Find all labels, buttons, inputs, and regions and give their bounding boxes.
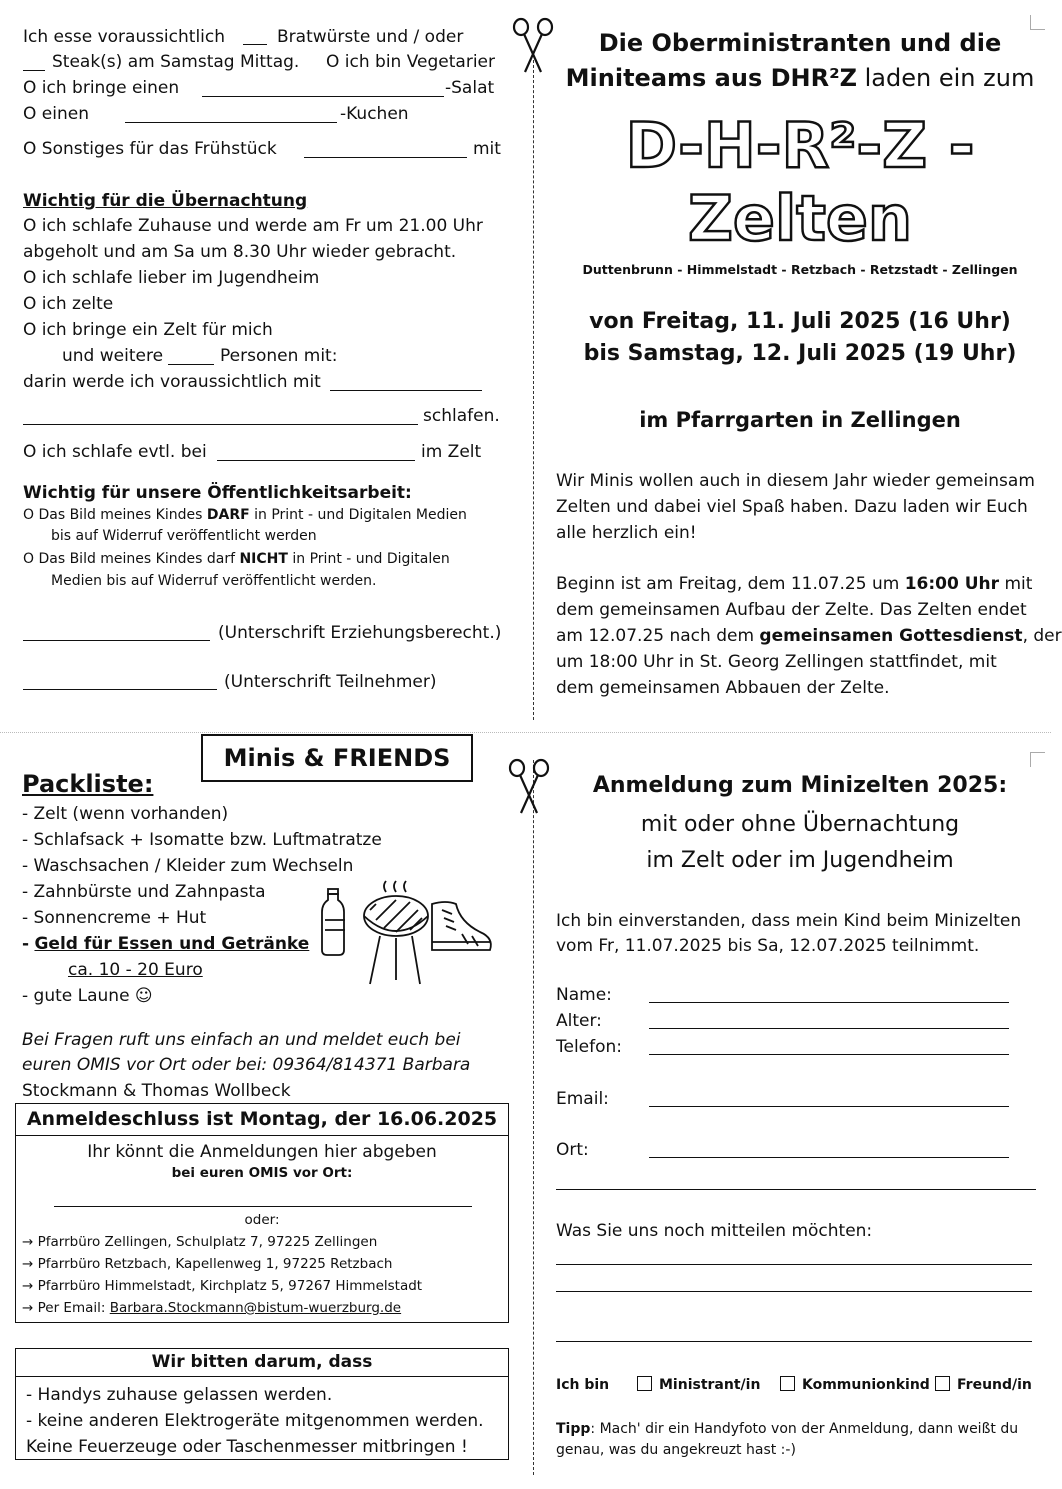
breakfast-suffix: mit	[473, 139, 501, 159]
breakfast-option[interactable]: O Sonstiges für das Frühstück	[23, 139, 277, 159]
notes-field[interactable]	[556, 1291, 1032, 1292]
role-ministrant[interactable]: Ministrant/in	[637, 1374, 760, 1396]
schedule-text: dem gemeinsamen Abbauen der Zelte.	[556, 678, 890, 698]
breakfast-field[interactable]	[304, 157, 467, 158]
packlist-item: - gute Laune ☺	[22, 986, 153, 1006]
signature-participant-label: (Unterschrift Teilnehmer)	[224, 672, 437, 692]
role-freund[interactable]: Freund/in	[935, 1374, 1032, 1396]
salad-suffix: -Salat	[445, 78, 495, 98]
packlist-item: - Schlafsack + Isomatte bzw. Luftmatratze	[22, 830, 382, 850]
phone-label: Telefon:	[556, 1037, 623, 1057]
cake-option[interactable]: O einen	[23, 104, 89, 124]
cut-line-vertical-bottom	[533, 760, 534, 1475]
role-kommunionkind[interactable]: Kommunionkind	[780, 1374, 930, 1396]
packlist-item-money: - Geld für Essen und Getränke	[22, 934, 310, 954]
tent-persons-text: Personen mit:	[220, 346, 338, 366]
name-label: Name:	[556, 985, 612, 1005]
sleep-home-text: abgeholt und am Sa um 8.30 Uhr wieder gebracht.	[23, 242, 457, 262]
salad-option[interactable]: O ich bringe einen	[23, 78, 180, 98]
cake-suffix: -Kuchen	[340, 104, 409, 124]
contact-text: Bei Fragen ruft uns einfach an und meldet euch bei	[22, 1030, 461, 1050]
schedule-text: dem gemeinsamen Aufbau der Zelte. Das Zelten endet	[556, 600, 1027, 620]
extra-field[interactable]	[556, 1189, 1036, 1190]
photo-denied-text: Medien bis auf Widerruf veröffentlicht werden.	[51, 573, 377, 589]
minis-friends-badge: Minis & FRIENDS	[201, 734, 473, 782]
rule-item: - keine anderen Elektrogeräte mitgenommen werden.	[26, 1411, 484, 1431]
tent-mates-field-2[interactable]	[23, 424, 418, 425]
sleep-with-option[interactable]: O ich schlafe evtl. bei	[23, 442, 207, 462]
name-field[interactable]	[649, 1002, 1009, 1003]
oder-text: oder:	[244, 1212, 280, 1228]
shoe-icon	[432, 902, 491, 950]
event-title: D-H-R²-Z -	[625, 109, 975, 182]
consent-text: vom Fr, 11.07.2025 bis Sa, 12.07.2025 teilnimmt.	[556, 936, 980, 956]
dropoff-box	[15, 1103, 509, 1323]
bratwurst-count-field[interactable]	[243, 44, 267, 45]
event-title-2: Zelten	[687, 182, 913, 255]
age-label: Alter:	[556, 1011, 602, 1031]
schedule-text: am 12.07.25 nach dem gemeinsamen Gottesdienst, der	[556, 626, 1062, 646]
meal-text: Bratwürste und / oder	[277, 27, 464, 47]
phone-field[interactable]	[649, 1054, 1009, 1055]
tent-mates-text: darin werde ich voraussichtlich mit	[23, 372, 321, 392]
rule-item: - Handys zuhause gelassen werden.	[26, 1385, 333, 1405]
contact-text: euren OMIS vor Ort oder bei: 09364/814371 Barbara	[22, 1055, 471, 1075]
invitation-line-2: Miniteams aus DHR²Z laden ein zum	[565, 64, 1035, 92]
money-amount: ca. 10 - 20 Euro	[68, 960, 203, 980]
tent-mates-field[interactable]	[330, 390, 482, 391]
dropoff-text: bei euren OMIS vor Ort:	[171, 1165, 353, 1181]
packlist-item: - Sonnencreme + Hut	[22, 908, 207, 928]
sleep-jugendheim-option[interactable]: O ich schlafe lieber im Jugendheim	[23, 268, 320, 288]
address-item: → Pfarrbüro Zellingen, Schulplatz 7, 97225 Zellingen	[22, 1234, 378, 1250]
notes-label: Was Sie uns noch mitteilen möchten:	[556, 1221, 873, 1241]
tent-persons-field[interactable]	[168, 364, 214, 365]
photo-denied-option[interactable]: O Das Bild meines Kindes darf NICHT in Print - und Digitalen	[23, 551, 450, 567]
signature-guardian-label: (Unterschrift Erziehungsberecht.)	[218, 623, 502, 643]
vegetarian-option[interactable]: O ich bin Vegetarier	[326, 52, 495, 72]
towns-list: Duttenbrunn - Himmelstadt - Retzbach - Retzstadt - Zellingen	[582, 262, 1018, 277]
bring-tent-option[interactable]: O ich bringe ein Zelt für mich	[23, 320, 273, 340]
signature-participant-field[interactable]	[23, 689, 217, 690]
rules-box	[15, 1348, 509, 1460]
registration-subtitle: im Zelt oder im Jugendheim	[646, 848, 954, 873]
cake-field[interactable]	[125, 122, 337, 123]
rules-heading: Wir bitten darum, dass	[16, 1349, 508, 1377]
cut-line-vertical-top	[533, 60, 534, 720]
checkbox[interactable]	[935, 1376, 950, 1391]
intro-text: Zelten und dabei viel Spaß haben. Dazu laden wir Euch	[556, 497, 1028, 517]
sleep-with-field[interactable]	[217, 460, 415, 461]
scissors-icon	[507, 758, 551, 816]
rule-item: Keine Feuerzeuge oder Taschenmesser mitbringen !	[26, 1437, 468, 1457]
schedule-text: um 18:00 Uhr in St. Georg Zellingen stattfindet, mit	[556, 652, 997, 672]
age-field[interactable]	[649, 1028, 1009, 1029]
email-label: Email:	[556, 1089, 609, 1109]
photo-allowed-text: bis auf Widerruf veröffentlicht werden	[51, 528, 317, 544]
town-label: Ort:	[556, 1140, 589, 1160]
notes-field[interactable]	[556, 1341, 1032, 1342]
registration-title: Anmeldung zum Minizelten 2025:	[592, 773, 1008, 798]
intro-text: alle herzlich ein!	[556, 523, 697, 543]
packlist-item: - Zahnbürste und Zahnpasta	[22, 882, 266, 902]
grill-illustration	[318, 880, 496, 990]
meal-text: Ich esse voraussichtlich	[23, 27, 226, 47]
contact-text: Stockmann & Thomas Wollbeck	[22, 1081, 291, 1101]
sleep-with-suffix: im Zelt	[421, 442, 482, 462]
invitation-line-1: Die Oberministranten und die	[598, 29, 1002, 57]
packlist-item: - Waschsachen / Kleider zum Wechseln	[22, 856, 354, 876]
tip-text: Tipp: Mach' dir ein Handyfoto von der Anmeldung, dann weißt du	[556, 1421, 1019, 1437]
address-item: → Pfarrbüro Retzbach, Kapellenweg 1, 97225 Retzbach	[22, 1256, 393, 1272]
omis-field[interactable]	[54, 1206, 472, 1207]
checkbox[interactable]	[637, 1376, 652, 1391]
signature-guardian-field[interactable]	[23, 640, 210, 641]
email-link[interactable]: Barbara.Stockmann@bistum-wuerzburg.de	[109, 1300, 402, 1316]
event-location: im Pfarrgarten in Zellingen	[639, 408, 961, 432]
tent-persons-text: und weitere	[62, 346, 164, 366]
role-label: Ich bin	[556, 1377, 610, 1393]
tent-mates-suffix: schlafen.	[423, 406, 500, 426]
scissors-icon	[511, 17, 555, 75]
dropoff-text: Ihr könnt die Anmeldungen hier abgeben	[87, 1142, 437, 1162]
crop-mark	[1030, 752, 1045, 767]
overnight-heading: Wichtig für die Übernachtung	[23, 191, 308, 211]
tip-text: genau, was du angekreuzt hast :-)	[556, 1442, 796, 1458]
date-from: von Freitag, 11. Juli 2025 (16 Uhr)	[589, 309, 1011, 334]
email-field[interactable]	[649, 1106, 1009, 1107]
intro-text: Wir Minis wollen auch in diesem Jahr wieder gemeinsam	[556, 471, 1035, 491]
consent-text: Ich bin einverstanden, dass mein Kind beim Minizelten	[556, 911, 1022, 931]
meal-text: Steak(s) am Samstag Mittag.	[52, 52, 300, 72]
town-field[interactable]	[649, 1157, 1009, 1158]
cut-line-horizontal	[0, 732, 1051, 733]
publicity-heading: Wichtig für unsere Öffentlichkeitsarbeit:	[23, 483, 412, 503]
steak-count-field[interactable]	[23, 70, 45, 71]
date-to: bis Samstag, 12. Juli 2025 (19 Uhr)	[583, 341, 1017, 366]
address-item: → Pfarrbüro Himmelstadt, Kirchplatz 5, 97267 Himmelstadt	[22, 1278, 423, 1294]
deadline-text: Anmeldeschluss ist Montag, der 16.06.2025	[16, 1104, 508, 1136]
registration-subtitle: mit oder ohne Übernachtung	[640, 812, 960, 837]
packlist-heading: Packliste:	[22, 770, 154, 798]
sleep-home-option[interactable]: O ich schlafe Zuhause und werde am Fr um 21.00 Uhr	[23, 216, 483, 236]
grill-icon	[364, 896, 428, 984]
sleep-tent-option[interactable]: O ich zelte	[23, 294, 114, 314]
photo-allowed-option[interactable]: O Das Bild meines Kindes DARF in Print - und Digitalen Medien	[23, 507, 467, 523]
packlist-item: - Zelt (wenn vorhanden)	[22, 804, 229, 824]
email-item: → Per Email: Barbara.Stockmann@bistum-wuerzburg.de	[22, 1300, 402, 1316]
schedule-text: Beginn ist am Freitag, dem 11.07.25 um 16:00 Uhr mit	[556, 574, 1033, 594]
salad-field[interactable]	[202, 96, 444, 97]
checkbox[interactable]	[780, 1376, 795, 1391]
bottle-icon	[322, 889, 345, 955]
notes-field[interactable]	[556, 1264, 1032, 1265]
